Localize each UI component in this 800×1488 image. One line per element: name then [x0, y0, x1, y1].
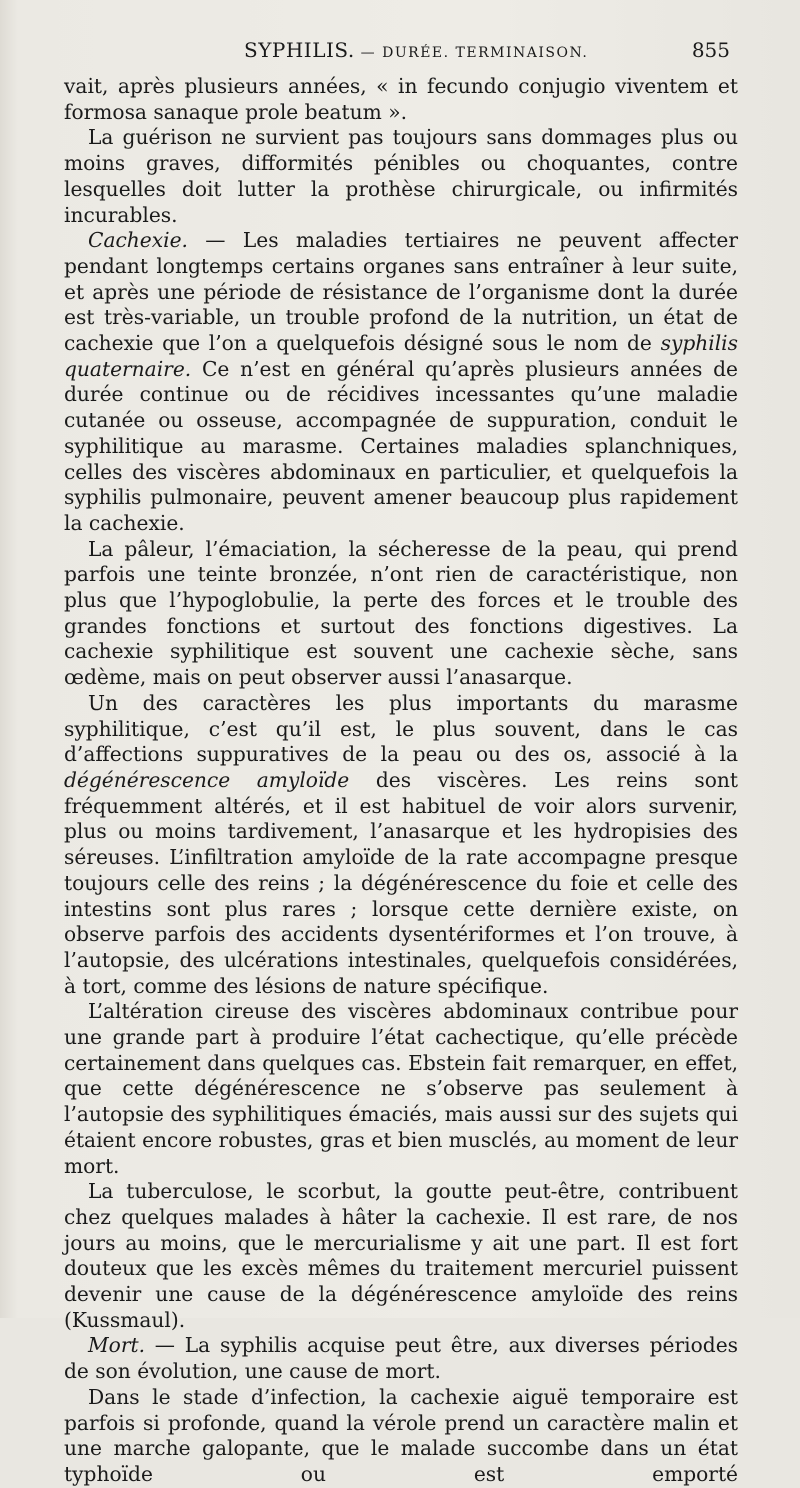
running-title-main: SYPHILIS.: [244, 38, 355, 62]
paragraph: [64, 1385, 738, 1488]
text-run: vait, après plusieurs années, « in fecundo conjugio viventem et formosa sanaque prole beatum ».: [64, 74, 738, 124]
text-run: Un des caractères les plus importants du marasme syphilitique, c’est qu’il est, le plus souvent, dans le cas d’affections suppuratives de la peau ou des os, associé à la: [64, 690, 738, 767]
text-run: L’altération cireuse des viscères abdominaux contribue pour une grande part à produire l’état cachectique, qu’elle précède certainement dans quelques cas. Ebstein fait remarquer, en effet, que cette dégénérescence ne s’observe pas seulement à l’autopsie des syphilitiques émaciés, mais aussi sur des sujets qui étaient encore robustes, gras et bien musclés, au moment de leur mort.: [64, 999, 738, 1178]
text-run: des viscères. Les reins sont fréquemment altérés, et il est habituel de voir alors survenir, plus ou moins tardivement, l’anasarque et les hydropisies des séreuses. L’infiltration amyloïde de la rate accompagne presque toujours celle des reins ; la dégénérescence du foie et celle des intestins sont plus rares ; lorsque cette dernière existe, on observe parfois des accidents dysentériformes et l’on trouve, à l’autopsie, des ulcérations intestinales, quelquefois considérées, à tort, comme des lésions de nature spécifique.: [64, 767, 739, 998]
paragraph: [64, 691, 738, 999]
text-run: Ce n’est en général qu’après plusieurs années de durée continue ou de récidives incessantes qu’une maladie cutanée ou osseuse, accompagnée de suppuration, conduit le syphilitique au marasme. Certaines maladies splanchniques, celles des viscères abdominaux en particulier, et quelquefois la syphilis pulmonaire, peuvent amener beaucoup plus rapidement la cachexie.: [64, 356, 738, 535]
text-run: — Les maladies tertiaires ne peuvent affecter pendant longtemps certains organes sans entraîner à leur suite, et après une période de résistance de l’organisme dont la durée est très-variable, un trouble profond de la nutrition, un état de cachexie que l’on a quelquefois désigné sous le nom de: [64, 228, 738, 356]
text-run: — La syphilis acquise peut être, aux diverses périodes de son évolution, une cause de mort.: [64, 1333, 738, 1384]
text-run: La tuberculose, le scorbut, la goutte peut-être, contribuent chez quelques malades à hâter la cachexie. Il est rare, de nos jours au moins, que le mercurialisme y ait une part. Il est fort douteux que les excès mêmes du traitement mercuriel puissent devenir une cause de la dégénérescence amyloïde des reins (Kussmaul).: [64, 1179, 738, 1332]
text-run: Dans le stade d’infection, la cachexie aiguë temporaire est parfois si profonde, quand la vérole prend un caractère malin et une marche galopante, que le malade succombe dans un état typhoïde ou est emporté: [64, 1384, 738, 1486]
italic-text: syphilis quaternaire.: [64, 331, 738, 381]
paragraph: [64, 1333, 738, 1384]
text-run: La guérison ne survient pas toujours sans dommages plus ou moins graves, difformités pénibles ou choquantes, contre lesquelles doit lutter la prothèse chirurgicale, ou infirmités incurables.: [64, 125, 738, 227]
paragraph: [64, 537, 738, 691]
running-title: [244, 38, 588, 62]
running-header: [64, 38, 736, 68]
running-title-rest: — DURÉE. TERMINAISON.: [354, 45, 589, 61]
italic-text: Cachexie.: [88, 228, 188, 253]
italic-text: Mort.: [88, 1333, 146, 1358]
paragraph: [64, 1179, 738, 1333]
paragraph: [64, 74, 738, 125]
paragraph: [64, 125, 738, 228]
text-run: La pâleur, l’émaciation, la sécheresse de la peau, qui prend parfois une teinte bronzée, n’ont rien de caractéristique, non plus que l’hypoglobulie, la perte des forces et le trouble des grandes fonctions et surtout des fonctions digestives. La cachexie syphilitique est souvent une cachexie sèche, sans œdème, mais on peut observer aussi l’anasarque.: [64, 536, 738, 690]
paragraph: [64, 228, 738, 536]
body-text: [64, 74, 738, 1488]
paragraph: [64, 999, 738, 1179]
page-number: 855: [691, 38, 730, 62]
italic-text: dégénérescence amyloïde: [64, 767, 350, 792]
